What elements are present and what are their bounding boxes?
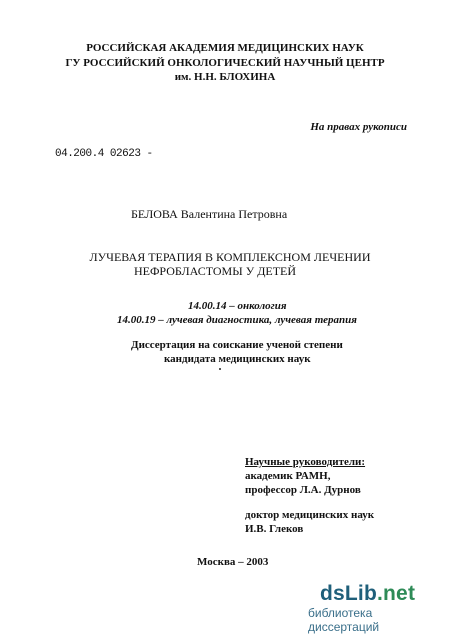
specialty-2: 14.00.19 – лучевая диагностика, лучевая терапия xyxy=(117,314,357,326)
degree-line-1: Диссертация на соискание ученой степени xyxy=(131,339,343,351)
scan-speck xyxy=(219,368,221,370)
header-line-1: РОССИЙСКАЯ АКАДЕМИЯ МЕДИЦИНСКИХ НАУК xyxy=(86,42,364,54)
footer-city-year: Москва – 2003 xyxy=(197,556,269,568)
title-line-1: ЛУЧЕВАЯ ТЕРАПИЯ В КОМПЛЕКСНОМ ЛЕЧЕНИИ xyxy=(89,250,371,264)
watermark-subtitle: библиотека диссертаций xyxy=(308,606,380,634)
logo-main: dsLib xyxy=(320,582,377,605)
dslib-watermark xyxy=(308,582,438,634)
dslib-logo xyxy=(320,582,415,606)
header-line-3: им. Н.Н. БЛОХИНА xyxy=(174,71,276,83)
supervisor-2-name: И.В. Глеков xyxy=(245,523,304,535)
supervisor-2-title: доктор медицинских наук xyxy=(245,509,375,521)
degree-line-2: кандидата медицинских наук xyxy=(164,353,311,365)
supervisor-1-name: профессор Л.А. Дурнов xyxy=(245,484,361,496)
specialty-1: 14.00.14 – онкология xyxy=(188,300,287,312)
rights-note: На правах рукописи xyxy=(310,121,407,133)
supervisor-1-title: академик РАМН, xyxy=(245,470,331,482)
catalog-number: 04.200.4 02623 - xyxy=(55,148,153,160)
header-line-2: ГУ РОССИЙСКИЙ ОНКОЛОГИЧЕСКИЙ НАУЧНЫЙ ЦЕНТР xyxy=(65,57,385,69)
logo-tld: .net xyxy=(377,582,416,605)
title-line-2: НЕФРОБЛАСТОМЫ У ДЕТЕЙ xyxy=(133,264,297,278)
author-name: БЕЛОВА Валентина Петровна xyxy=(131,207,288,221)
supervisors-heading: Научные руководители: xyxy=(245,456,366,468)
